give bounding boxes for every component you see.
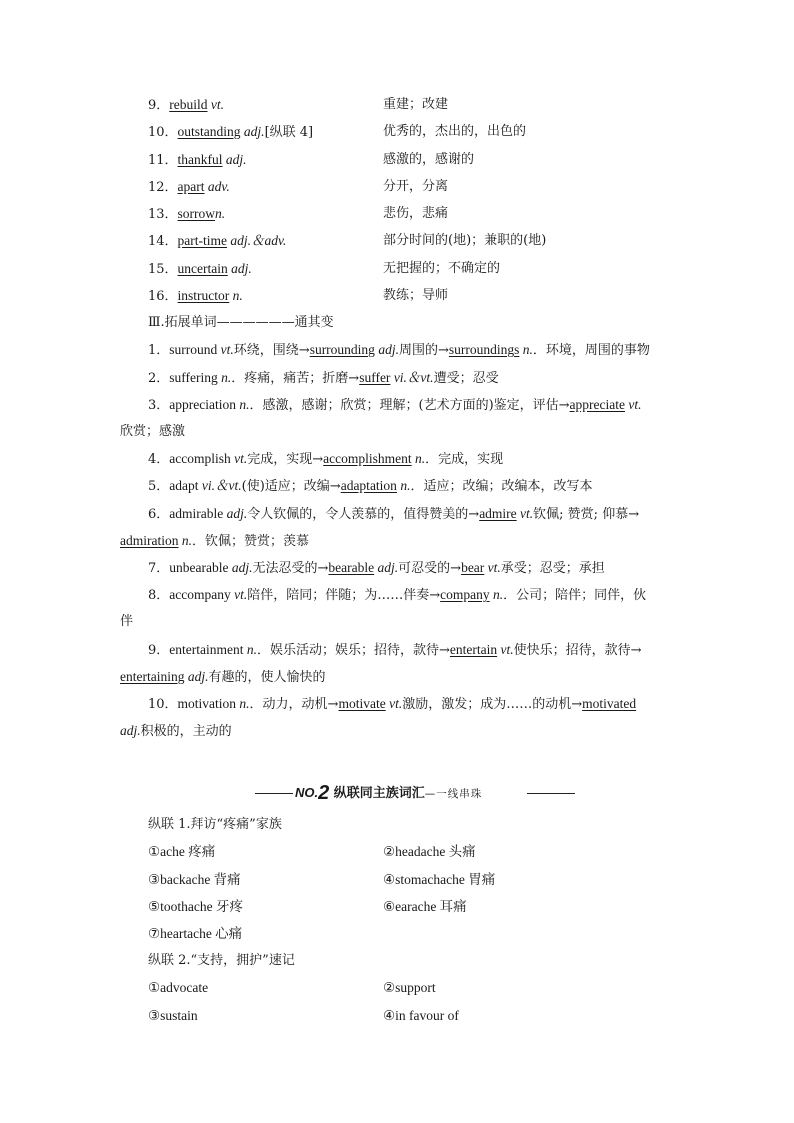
word-item: ①ache 疼痛 <box>148 844 216 859</box>
vocab-row: 9．rebuild vt. 重建；改建 <box>148 97 449 113</box>
word-item: ⑤toothache 牙疼 <box>148 899 243 914</box>
extension-entry: 9．entertainment n.．娱乐活动；娱乐；招待，款待→entertain vt.使快乐；招待，款待→ <box>148 642 642 658</box>
vocab-word: rebuild <box>169 97 208 112</box>
extension-entry: 2．suffering n.．疼痛，痛苦；折磨→suffer vi.＆vt.遭受；忍受 <box>148 370 499 386</box>
vocab-row: 16．instructor n. 教练；导师 <box>148 288 449 304</box>
word-pair-row <box>148 897 708 917</box>
extension-entry: 7．unbearable adj.无法忍受的→bearable adj.可忍受的→bear vt.承受；忍受；承担 <box>148 560 605 576</box>
vocab-row: 13．sorrown. 悲伤，悲痛 <box>148 206 449 222</box>
vocab-meaning: 无把握的；不确定的 <box>383 261 501 276</box>
group-title: 纵联 1.拜访“疼痛”家族 <box>148 817 282 832</box>
word-item: ③sustain <box>148 1008 198 1023</box>
extension-entry-continued: 欣赏；感激 <box>120 424 186 439</box>
extension-entry: 6．admirable adj.令人钦佩的，令人羡慕的，值得赞美的→admire vt.钦佩; 赞赏; 仰慕→ <box>148 506 640 522</box>
vocab-word: uncertain <box>177 261 228 276</box>
word-pair-row <box>148 842 708 862</box>
vocab-word: instructor <box>177 288 230 303</box>
vocab-row: 12．apart adv. 分开，分离 <box>148 179 449 195</box>
cross-ref-tag: [纵联 4] <box>264 125 314 140</box>
vocab-meaning: 优秀的，杰出的，出色的 <box>383 124 527 139</box>
vocab-word: thankful <box>177 152 223 167</box>
banner-subtitle: —一线串珠 <box>424 788 483 800</box>
word-item: ④stomachache 胃痛 <box>383 872 496 887</box>
extension-entry: 4．accomplish vt.完成，实现→accomplishment n.．完成，实现 <box>148 451 504 467</box>
word-pair-row <box>148 1006 708 1026</box>
section-banner <box>255 780 575 806</box>
vocab-word: apart <box>177 179 205 194</box>
vocab-word: sorrow <box>177 206 216 221</box>
extension-entry: 5．adapt vi.＆vt.(使)适应；改编→adaptation n.．适应；改编；改编本，改写本 <box>148 478 593 494</box>
extension-entry: 1．surround vt.环绕，围绕→surrounding adj.周围的→surroundings n.．环境，周围的事物 <box>148 342 650 358</box>
vocab-row: 10．outstanding adj.[纵联 4] 优秀的，杰出的，出色的 <box>148 124 527 140</box>
vocab-meaning: 部分时间的(地)；兼职的(地) <box>383 233 547 248</box>
group-title: 纵联 2.“支持，拥护”速记 <box>148 953 295 968</box>
vocab-row: 15．uncertain adj. 无把握的；不确定的 <box>148 261 501 277</box>
extension-entry-continued: entertaining adj.有趣的，使人愉快的 <box>120 669 326 685</box>
extension-entry-continued: adj.积极的，主动的 <box>120 723 232 739</box>
banner-number: 2 <box>318 782 330 804</box>
word-pair-row <box>148 978 708 998</box>
banner-rule-left <box>255 793 293 794</box>
extension-entry: 8．accompany vt.陪伴，陪同；伴随；为……伴奏→company n.．公司；陪伴；同伴，伙 <box>148 587 647 603</box>
section-heading: Ⅲ.拓展单词——————通其变 <box>148 315 334 330</box>
vocab-meaning: 悲伤，悲痛 <box>383 206 449 221</box>
vocab-meaning: 分开，分离 <box>383 179 449 194</box>
word-item: ③backache 背痛 <box>148 872 241 887</box>
word-pair-row <box>148 870 708 890</box>
banner-no-label: NO. <box>295 785 319 800</box>
vocab-meaning: 感激的，感谢的 <box>383 152 475 167</box>
extension-entry: 10．motivation n.．动力，动机→motivate vt.激励，激发；成为……的动机→motivated <box>148 696 637 712</box>
word-item: ④in favour of <box>383 1008 459 1023</box>
vocab-meaning: 教练；导师 <box>383 288 449 303</box>
vocab-meaning: 重建；改建 <box>383 97 449 112</box>
vocab-word: outstanding <box>177 124 241 139</box>
word-item: ②support <box>383 980 436 995</box>
vocab-row: 11．thankful adj. 感激的，感谢的 <box>148 152 475 168</box>
word-pair-row <box>148 924 708 944</box>
extension-entry-continued: 伴 <box>120 614 134 629</box>
word-item: ②headache 头痛 <box>383 844 476 859</box>
banner-title: 纵联同主族词汇 <box>329 786 425 801</box>
word-item: ⑥earache 耳痛 <box>383 899 467 914</box>
extension-entry: 3．appreciation n.．感激，感谢；欣赏；理解；(艺术方面的)鉴定，评估→appreciate vt. <box>148 397 642 413</box>
extension-entry-continued: admiration n.．钦佩；赞赏；羡慕 <box>120 533 309 549</box>
banner-rule-right <box>527 793 575 794</box>
vocab-row: 14．part-time adj.＆adv. 部分时间的(地)；兼职的(地) <box>148 233 547 249</box>
word-item: ⑦heartache 心痛 <box>148 926 243 941</box>
vocab-word: part-time <box>177 233 228 248</box>
word-item: ①advocate <box>148 980 209 995</box>
